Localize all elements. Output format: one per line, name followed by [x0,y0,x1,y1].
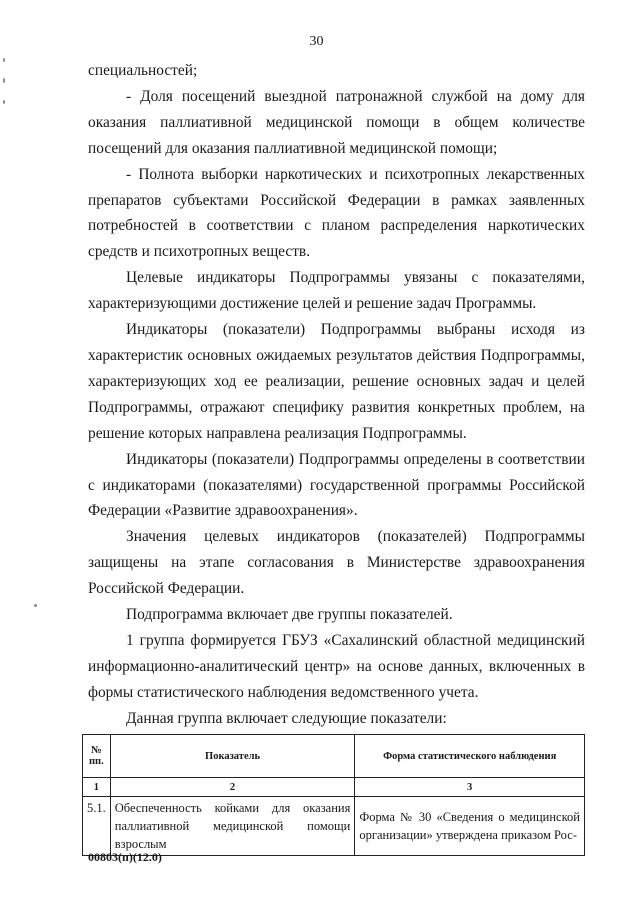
document-body [88,58,585,732]
scan-speck [3,58,5,62]
paragraph-5: Индикаторы (показатели) Подпрограммы определены в соответствии с индикаторами (показателями) государственной программы Российской Федерации «Развитие здравоохранения». [88,450,585,520]
paragraph-0: специальностей; [88,62,198,79]
scan-speck [3,100,5,104]
col-number-1: 1 [83,778,111,797]
document-code: 00803(п)(12.0) [88,850,162,864]
paragraph-9: Данная группа включает следующие показатели: [126,709,447,727]
scan-speck [3,78,5,83]
paragraph-6: Значения целевых индикаторов (показателей) Подпрограммы защищены на этапе согласования в Министерстве здравоохранения Российской Федерации. [88,528,585,598]
header-indicator: Показатель [110,735,355,778]
indicators-table [82,734,585,856]
table-column-numbers-row [83,778,585,797]
paragraph-3: Целевые индикаторы Подпрограммы увязаны с показателями, характеризующими достижение целей и решение задач Программы. [88,269,585,313]
page-number: 30 [309,34,324,49]
header-num: № пп. [83,735,111,778]
table-row [83,797,585,856]
col-number-3: 3 [355,778,585,797]
paragraph-2: - Полнота выборки наркотических и психотропных лекарственных препаратов субъектами Российской Федерации в рамках заявленных потребностей в соответствии с планом распределения наркотических средств и психотропных веществ. [88,165,585,261]
header-form: Форма статистического наблюдения [355,735,585,778]
scan-speck [34,604,37,607]
table-header-row [83,735,585,778]
col-number-2: 2 [110,778,355,797]
row-num: 5.1. [83,797,111,856]
paragraph-1: - Доля посещений выездной патронажной службой на дому для оказания паллиативной медицинской помощи в общем количестве посещений для оказания паллиативной медицинской помощи; [88,87,585,157]
paragraph-8: 1 группа формируется ГБУЗ «Сахалинский областной медицинский информационно-аналитический центр» на основе данных, включенных в формы статистического наблюдения ведомственного учета. [88,631,585,701]
paragraph-7: Подпрограмма включает две группы показателей. [126,606,453,624]
row-indicator: Обеспеченность койками для оказания паллиативной медицинской помощи взрослым [110,797,355,856]
row-form: Форма № 30 «Сведения о медицинской организации» утверждена приказом Рос- [355,797,585,856]
paragraph-4: Индикаторы (показатели) Подпрограммы выбраны исходя из характеристик основных ожидаемых результатов действия Подпрограммы, характеризующих ход ее реализации, решение основных задач и целей Подпрограммы, отражают специфику развития конкретных проблем, на решение которых направлена реализация Подпрограммы. [88,321,585,442]
